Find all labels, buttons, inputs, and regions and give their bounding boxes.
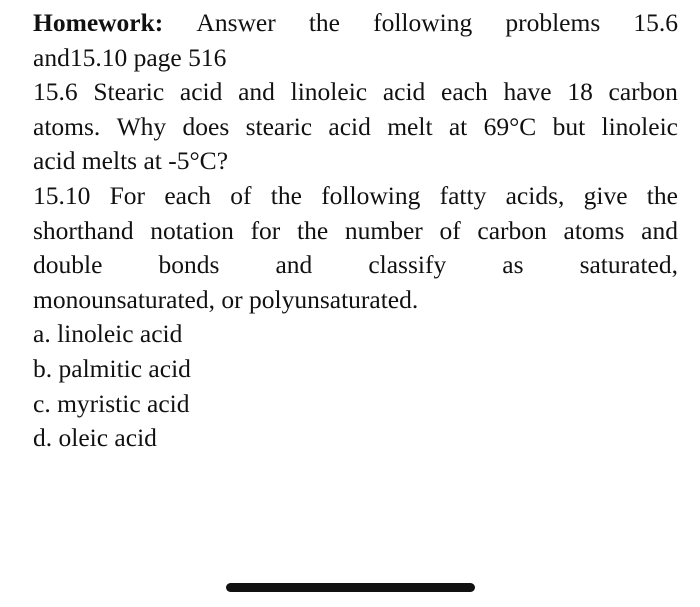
problem-15-6-line-1: 15.6 Stearic acid and linoleic acid each have 18 carbon bbox=[33, 77, 678, 107]
list-item: a. linoleic acid bbox=[33, 319, 183, 349]
problem-15-10-line-1: 15.10 For each of the following fatty acids, give the bbox=[33, 180, 678, 210]
list-item: c. myristic acid bbox=[33, 388, 190, 418]
problem-15-10-line-2: shorthand notation for the number of carbon atoms and bbox=[33, 215, 678, 245]
problem-15-6-line-3: acid melts at -5°C? bbox=[33, 146, 229, 176]
list-item: b. palmitic acid bbox=[33, 353, 191, 383]
home-indicator[interactable] bbox=[226, 583, 475, 592]
homework-line-1: Homework: Answer the following problems 15.6 bbox=[33, 6, 678, 41]
homework-heading: Homework: bbox=[33, 8, 164, 37]
document-text bbox=[33, 6, 678, 456]
problem-15-6-line-2: atoms. Why does stearic acid melt at 69°C but linoleic bbox=[33, 111, 678, 141]
homework-line-2: and15.10 page 516 bbox=[33, 42, 227, 72]
problem-15-10-line-3: double bonds and classify as saturated, bbox=[33, 250, 678, 280]
problem-15-10-line-4: monounsaturated, or polyunsaturated. bbox=[33, 284, 419, 314]
list-item: d. oleic acid bbox=[33, 423, 157, 453]
